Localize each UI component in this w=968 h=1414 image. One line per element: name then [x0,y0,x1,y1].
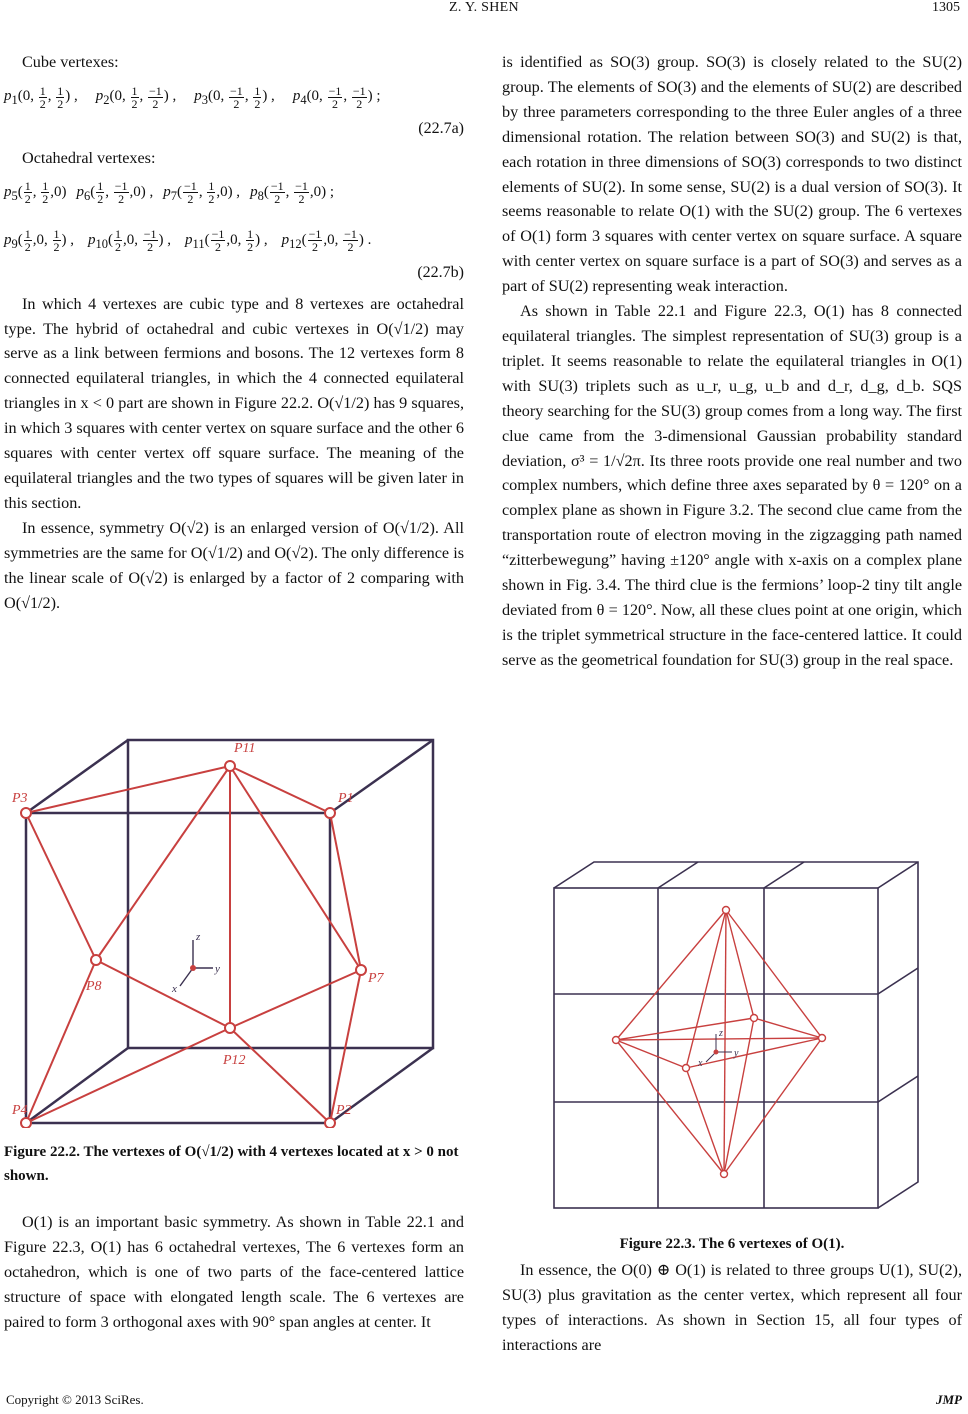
paragraph-so3: is identified as SO(3) group. SO(3) is closely related to the SU(2) group. The elements of SO(3) and the elements of SU(2) are described by three parameters corresponding to the three Euler angles of a three dimensional rotation. The relation between SO(3) and SU(2) is that, each rotation in three dimensions of SO(3) corresponds to two distinct elements of SU(2). In some sense, SU(2) is a dual version of SO(3). It seems reasonable to relate O(1) with the SU(2) group. The 6 vertexes of O(1) form 3 squares with center vertex on square surface. A square with center vertex on square surface is a part of SO(3) and serves as a part of SU(2) representing weak interaction. [502,53,962,296]
axis-label-z-2: z [719,1028,723,1039]
octahedron-vertices [613,907,826,1178]
left-column [4,50,464,615]
figure-22-3-caption: Figure 22.3. The 6 vertexes of O(1). [619,1236,845,1252]
paragraph-o1: O(1) is an important basic symmetry. As shown in Table 22.1 and Figure 22.3, O(1) has 6 octahedral vertexes, The 6 vertexes form an octahedron, which is one of two parts of the face-centered lattice structure of space with elongated length scale. The 6 vertexes are paired to form 3 orthogonal axes with 90° span angles at center. It [4,1213,464,1331]
center-vertex-2 [714,1050,719,1055]
paragraph-su3: As shown in Table 22.1 and Figure 22.3, O(1) has 8 connected equilateral triangles. The simplest representation of SU(3) group is a triplet. It seems reasonable to relate the equilateral triangles in O(1) with SU(3) triplets such as u_r, u_g, u_b and d_r, d_g, d_b. SQS theory searching for the SU(3) group comes from a long way. The first clue came from the 3-dimensional Gaussian probability standard deviation, σ³ = 1/√2π. Its three roots provide one real number and two complex numbers, which define three axes separated by θ = 120° on a complex plane as shown in Figure 3.2. The second clue came from the transportation route of electron moving in the zigzagging path named “zitterbewegung” having ±120° angle with x-axis on a complex plane shown in Fig. 3.4. The third clue is the fermions’ loop-2 tiny tilt angle deviated from θ = 120°. Now, all these clues point at one origin, which is the triplet symmetrical structure in the face-centered lattice. It could serve as the geometrical foundation for SU(3) group in the real space. [502,302,962,669]
equation-label-22-7b: (22.7b) [417,263,464,281]
page-number: 1305 [932,0,960,15]
octahedron-edges [616,910,822,1174]
page-footer [6,1392,962,1408]
axis-label-y: y [215,963,220,975]
paragraph-hybrid: In which 4 vertexes are cubic type and 8 vertexes are octahedral type. The hybrid of octahedral and cubic vertexes in O(√1/2) may serve as a link between fermions and bosons. The 12 vertexes form 8 connected equilateral triangles, in which the 4 connected equilateral triangles in x < 0 part are shown in Figure 22.2. O(√1/2) has 9 squares, in which 3 squares with center vertex on square surface and the other 6 squares with center vertex off square surface. The meaning of the equilateral triangles and the two types of squares will be given later in this section. [4,294,464,512]
axis-label-y-2: y [734,1048,739,1059]
label-p8: P8 [86,979,102,994]
paragraph-four-interactions: In essence, the O(0) ⊕ O(1) is related to three groups U(1), SU(2), SU(3) plus gravitation as the center vertex, which represent all four types of interactions. As shown in Section 15, all four types of interactions are [502,1261,962,1354]
label-p11: P11 [234,741,256,756]
label-p4: P4 [12,1103,28,1118]
axes-icon [180,940,213,986]
right-column-lower [502,1258,962,1358]
octa-heading: Octahedral vertexes: [22,148,156,167]
right-column [502,50,962,673]
cube-vertex-equations: $p_1(0$, $\frac{1}{2}$ , $\frac{1}{2}$ ) , $p_2(0$, $\frac{1}{2}$ , $\frac{-1}{2}$ ) , $p_3(0$, $\frac{-1}{2}$ , $\frac{1}{2}$ ) , $p_4(0$, $\frac{-1}{2}$ , $\frac{-1}{2}$ ) ; [4,83,381,111]
left-column-lower [4,1210,464,1335]
center-vertex [190,965,196,971]
axis-label-x-2: x [698,1058,703,1069]
octa-vertex-equations-2: $p_9$( $\frac{1}{2}$ ,0, $\frac{1}{2}$ ) , $p_{10}$( $\frac{1}{2}$ ,0, $\frac{-1}{2}$ ) , $p_{11}$( $\frac{-1}{2}$ ,0, $\frac{1}{2}$ ) , $p_{12}$( $\frac{-1}{2}$ ,0, $\frac{-1}{2}$ ) . [4,227,372,255]
equation-label-22-7a: (22.7a) [418,119,464,137]
figure-22-2 [8,728,458,1128]
figure-22-2-caption: Figure 22.2. The vertexes of O(√1/2) with 4 vertexes located at x > 0 not shown. [4,1144,459,1184]
label-p2: P2 [336,1103,352,1118]
lattice-grid [554,862,918,1208]
page-header [0,0,968,24]
label-p1: P1 [338,791,354,806]
label-p7: P7 [368,971,384,986]
cube-octahedron-diagram [8,728,458,1128]
face-centered-lattice-diagram [546,856,926,1216]
octa-vertex-equations-1: $p_5$( $\frac{1}{2}$ , $\frac{1}{2}$ ,0) $p_6$( $\frac{1}{2}$ , $\frac{-1}{2}$ ,0) , $p_7$( $\frac{-1}{2}$ , $\frac{1}{2}$ ,0) , $p_8$( $\frac{-1}{2}$ , $\frac{-1}{2}$ ,0) ; [4,179,335,207]
figure-22-3 [546,856,926,1216]
journal-abbrev: JMP [936,1392,962,1407]
cube-heading: Cube vertexes: [22,53,119,71]
label-p12: P12 [223,1053,246,1068]
copyright-text: Copyright © 2013 SciRes. [6,1392,144,1407]
paragraph-o-sqrt2: In essence, symmetry O(√2) is an enlarged version of O(√1/2). All symmetries are the same for O(√1/2) and O(√2). The only difference is the linear scale of O(√2) is enlarged by a factor of 2 comparing with O(√1/2). [4,518,464,612]
running-title: Z. Y. SHEN [449,0,519,15]
axis-label-x: x [172,983,177,995]
label-p3: P3 [12,791,28,806]
axis-label-z: z [196,931,201,943]
